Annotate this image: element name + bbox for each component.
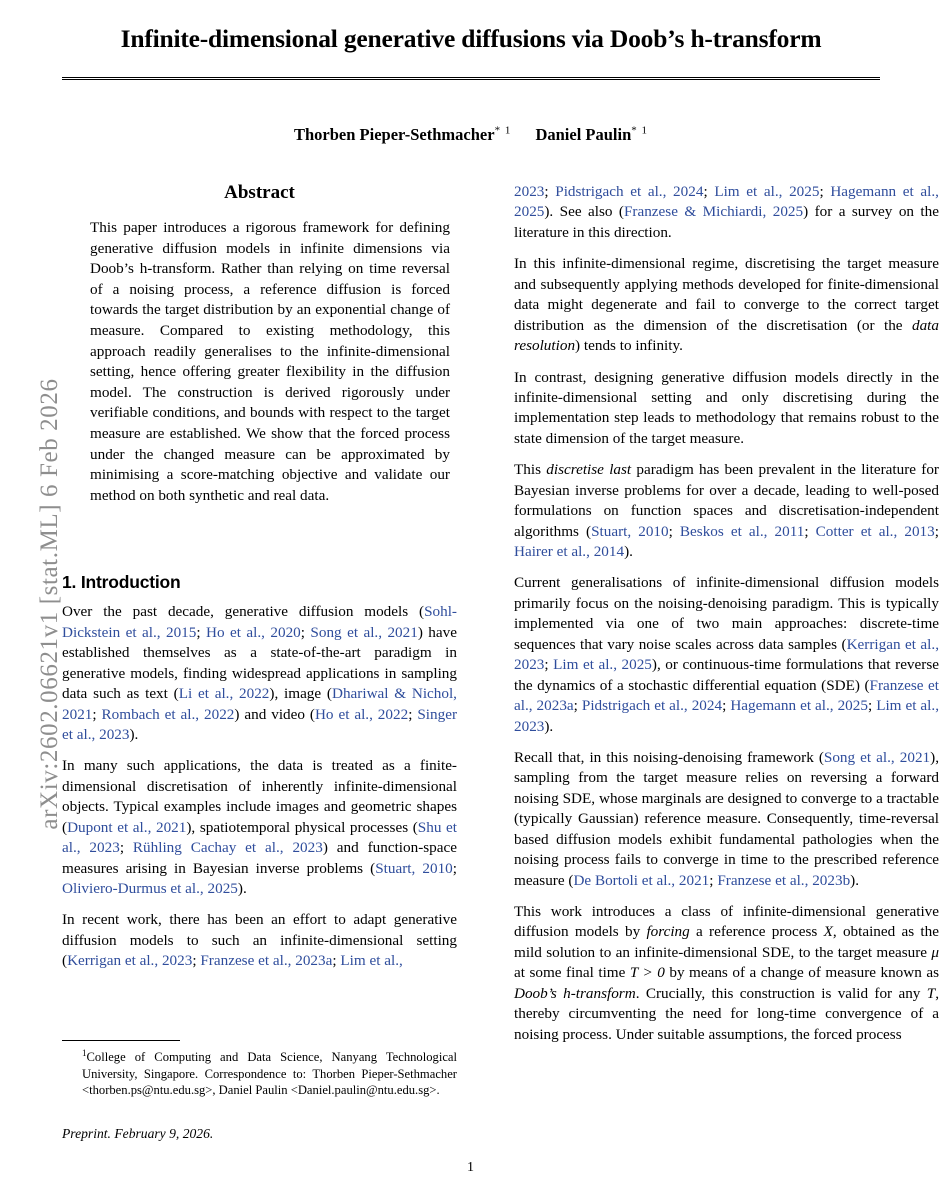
text-run: ; [668,522,680,540]
text-run: ). [544,717,554,735]
paragraph [62,756,457,899]
text-run: ). [129,725,139,743]
footnote-affiliation [62,1048,457,1098]
paragraph [514,182,939,243]
author-name: Daniel Paulin [535,124,632,144]
inline-math: T [926,984,936,1002]
text-run: ; [119,839,133,857]
citation-link[interactable]: Sohl-Dickstein et al., 2015 [62,603,457,641]
paragraph [514,902,939,1045]
inline-math: μ [931,943,939,961]
paragraph [514,254,939,356]
citation-link[interactable]: Lim et al., [340,952,403,970]
citation-link[interactable]: Ho et al., 2020 [206,623,301,641]
text-run: Recall that, in this noising-denoising framework ( [514,748,824,766]
citation-link[interactable]: Lim et al., 2025 [553,656,652,674]
title-block [62,24,880,81]
citation-link[interactable]: Ho et al., 2022 [314,705,409,723]
emphasis-text: Doob’s h-transform [514,984,636,1002]
citation-link[interactable]: Pidstrigach et al., 2024 [555,183,704,200]
text-run: ; [192,952,201,970]
text-run: ; [573,697,582,715]
citation-link[interactable]: Rombach et al., 2022 [101,705,235,723]
author-entry [535,125,648,144]
introduction-section [62,572,457,971]
citation-link[interactable]: Franzese et al., 2023a [200,952,333,970]
text-run: ). See also ( [544,203,624,221]
citation-link[interactable]: Hairer et al., 2014 [514,543,625,560]
text-run: , thereby circumventing the need for long-time convergence of a noising process. Under suitable assumptions, the forced process [514,984,939,1043]
paragraph [514,460,939,562]
citation-link[interactable]: Kerrigan et al., 2023 [514,635,939,674]
citation-link[interactable]: Song et al., 2021 [823,748,931,766]
citation-link[interactable]: Franzese et al., 2023b [717,871,851,889]
inline-math: X [823,923,833,941]
text-run: ) for a survey on the literature in this direction. [514,203,939,241]
text-run: at some final time [514,964,630,982]
text-run: ; [332,952,341,970]
text-run: ), spatiotemporal physical processes ( [186,818,418,836]
author-affiliation-mark: * 1 [494,124,512,136]
text-run: ) and function-space measures arising in Bayesian inverse problems ( [62,839,457,877]
text-run: ) have established themselves as a state-of-the-art paradigm in generative models, finding widespread applications in sampling data such as text ( [62,623,457,703]
text-run: ; [92,705,102,723]
title-divider [62,77,880,81]
text-run: ). [624,543,633,560]
page-number: 1 [467,1160,474,1175]
text-run: ; [722,697,731,715]
text-run: ). [237,880,247,897]
text-run: In recent work, there has been an effort to adapt generative diffusion models to such an infinite-dimensional setting ( [62,911,457,970]
abstract-text: This paper introduces a rigorous framework for defining generative diffusion models in infinite dimensions via Doob’s h-transform. Rather than relying on time reversal of a noising process, a reference diffusion is forced towards the target distribution by an exponential change of measure. Compared to existing methodology, this approach readily generalises to the infinite-dimensional setting, hence offering greater flexibility in the diffusion model. The construction is derived rigorously under verifiable conditions, and bounds with respect to the target measure are established. We show that the forced process under the changed measure can be approximated by minimising a score-matching objective and validate our method on both synthetic and real data. [90,219,450,504]
page-title: Infinite-dimensional generative diffusions via Doob’s h-transform [120,24,822,53]
text-run: ; [867,697,877,715]
citation-link[interactable]: Pidstrigach et al., 2024 [581,697,723,715]
citation-link[interactable]: Oliviero-Durmus et al., 2025 [62,880,238,897]
text-run: ; [196,623,207,641]
section-heading-introduction: 1. Introduction [62,572,181,593]
citation-link[interactable]: Dupont et al., 2021 [67,818,187,836]
citation-link[interactable]: Franzese & Michiardi, 2025 [623,203,804,221]
citation-link[interactable]: Song et al., 2021 [310,623,418,641]
text-run: ; [804,522,816,540]
left-column [62,182,457,972]
citation-link[interactable]: Hagemann et al., 2025 [514,183,939,221]
text-run: ; [544,183,556,200]
citation-link[interactable]: Stuart, 2010 [591,522,669,540]
text-run: ), or continuous-time formulations that reverse the dynamics of a stochastic differential equation (SDE) ( [514,656,939,694]
citation-link[interactable]: Beskos et al., 2011 [679,522,805,540]
paragraph [514,368,939,450]
text-run: paradigm has been prevalent in the literature for Bayesian inverse problems for over a decade, leading to well-posed formulations on function spaces and discretisation-independent algorithms ( [514,461,939,540]
text-run: by means of a change of measure known as [664,964,939,982]
text-run: In this infinite-dimensional regime, discretising the target measure and subsequently applying methods developed for finite-dimensional data might degenerate and fail to converge to the correct target distribution as the dimension of the discretisation (or the [514,255,939,334]
emphasis-text: forcing [646,923,690,941]
citation-link[interactable]: 2023 [514,183,545,200]
citation-link[interactable]: Hagemann et al., 2025 [730,697,868,715]
text-run: In contrast, designing generative diffusion models directly in the infinite-dimensional setting and only discretising during the implementation step leads to methodology that remains robust to the state dimension of the target measure. [514,368,939,447]
citation-link[interactable]: Dhariwal & Nichol, 2021 [62,685,457,723]
paragraph [514,573,939,737]
emphasis-text: discretise last [546,461,632,479]
paragraph [62,602,457,745]
text-run: a reference process [689,923,824,941]
citation-link[interactable]: Singer et al., 2023 [62,705,457,743]
citation-link[interactable]: Stuart, 2010 [375,859,453,877]
text-run: ) and video ( [234,705,315,723]
inline-math: T > 0 [629,964,665,982]
text-run: . Crucially, this construction is valid for any [635,984,927,1002]
footnote-marker: 1 [82,1048,87,1058]
text-run: ). [850,871,860,889]
text-run: ) tends to infinity. [575,337,683,355]
citation-link[interactable]: Kerrigan et al., 2023 [67,952,193,970]
text-run: This [514,461,547,479]
text-run: , obtained as the mild solution to an infinite-dimensional SDE, to the target measure [514,923,939,961]
text-run: Current generalisations of infinite-dimensional diffusion models primarily focus on the noising-denoising paradigm. This is typically implemented via one of two main approaches: discrete-time sequences that vary noise scales across data samples ( [514,574,939,653]
text-run: ), image ( [269,685,332,703]
author-entry [294,125,515,144]
paragraph [514,748,939,891]
citation-link[interactable]: Lim et al., 2025 [714,183,820,200]
footnote-divider [62,1040,180,1041]
author-list [62,124,880,145]
text-run: ; [408,705,418,723]
citation-link[interactable]: De Bortoli et al., 2021 [573,871,710,889]
citation-link[interactable]: Rühling Cachay et al., 2023 [132,839,323,857]
text-run: ; [300,623,311,641]
abstract-heading: Abstract [224,182,295,203]
text-run: ; [544,656,554,674]
text-run: ), sampling from the target measure relies on reversing a forward noising SDE, whose marginals are designed to converge to a tractable (typically Gaussian) reference measure. Consequently, time-reversal based diffusion models exhibit fundamental pathologies when the noising process fails to converge in time to the prescribed reference measure ( [514,748,939,889]
text-run: ; [703,183,715,200]
footnote-block [62,1040,457,1142]
citation-link[interactable]: Shu et al., 2023 [62,818,458,857]
emphasis-text: data resolution [514,316,939,355]
text-run: ; [934,522,939,540]
text-run: ; [819,183,831,200]
citation-link[interactable]: Li et al., 2022 [178,685,270,703]
text-run: This work introduces a class of infinite-dimensional generative diffusion models by [514,903,939,941]
citation-link[interactable]: Cotter et al., 2013 [815,522,935,540]
text-run: In many such applications, the data is treated as a finite-dimensional discretisation of inherently infinite-dimensional objects. Typical examples include images and geometric shapes ( [62,757,457,836]
text-run: Over the past decade, generative diffusion models ( [62,603,425,621]
author-name: Thorben Pieper-Sethmacher [294,124,495,144]
citation-link[interactable]: Franzese et al., 2023a [514,676,939,715]
arxiv-identifier-stamp: arXiv:2602.06621v1 [stat.ML] 6 Feb 2026 [36,378,63,830]
text-run: ; [452,859,457,877]
author-affiliation-mark: * 1 [631,124,648,136]
citation-link[interactable]: Lim et al., 2023 [514,697,939,735]
footnote-text: College of Computing and Data Science, Nanyang Technological University, Singapore. Correspondence to: Thorben Pieper-Sethmacher <thorben.ps@ntu.edu.sg>, Daniel Paulin <Daniel.paulin@ntu.edu.sg>. [82,1050,457,1097]
preprint-note: Preprint. February 9, 2026. [62,1126,214,1142]
right-column [514,182,939,1045]
text-run: ; [709,871,718,889]
paragraph [62,910,457,971]
